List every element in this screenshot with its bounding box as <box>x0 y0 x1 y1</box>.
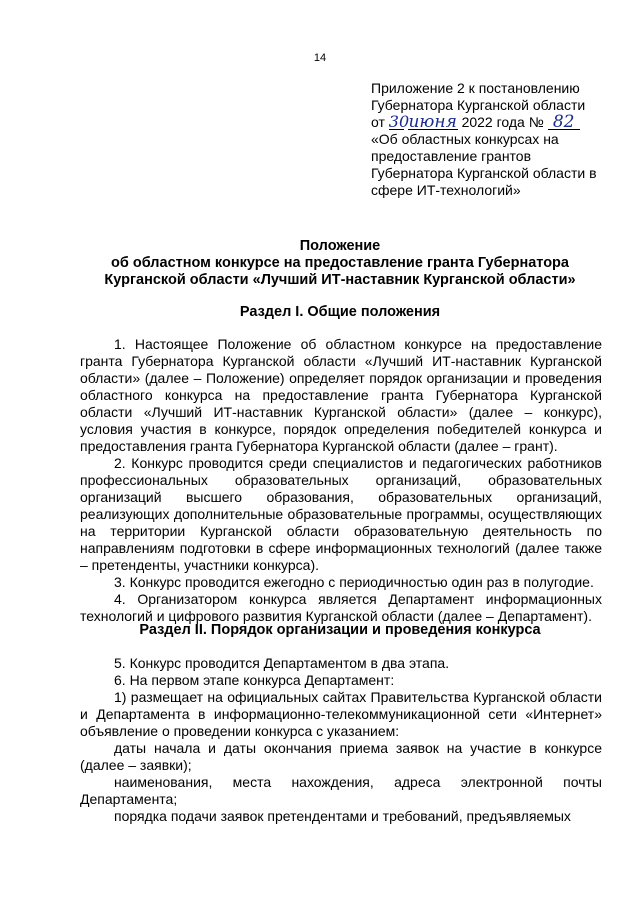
date-year: 2022 года № <box>461 114 544 130</box>
title-line: Положение <box>299 238 381 254</box>
date-prefix: от <box>371 114 385 130</box>
appendix-date-line <box>371 114 617 131</box>
paragraph: 5. Конкурс проводится Департаментом в два этапа. <box>114 655 450 671</box>
paragraph: 4. Организатором конкурса является Департамент информационных технологий и цифрового развития Курганской области (далее – Департамент). <box>80 591 602 624</box>
paragraph: даты начала и даты окончания приема заявок на участие в конкурсе (далее – заявки); <box>80 740 602 773</box>
paragraph: 6. На первом этапе конкурса Департамент: <box>114 672 395 688</box>
handwritten-day: 30 <box>388 112 410 131</box>
paragraph: 1) размещает на официальных сайтах Правительства Курганской области и Департамента в информационно-телекоммуникационной сети «Интернет» объявление о проведении конкурса с указанием: <box>80 689 602 739</box>
page-number: 14 <box>313 52 327 64</box>
appendix-line: сфере ИТ-технологий» <box>371 182 521 198</box>
paragraph: 1. Настоящее Положение об областном конкурсе на предоставление гранта Губернатора Курганской области «Лучший ИТ-наставник Курганской области» (далее – Положение) определяет порядок организации и проведения областного конкурса на предоставление гранта Губернатора Курганской области «Лучший ИТ-наставник Курганской области» (далее – конкурс), условия участия в конкурсе, порядок определения победителей конкурса и предоставления гранта Губернатора Курганской области (далее – грант). <box>80 336 602 454</box>
title-line: Курганской области «Лучший ИТ-наставник Курганской области» <box>104 272 576 288</box>
section-body <box>80 655 602 825</box>
document-title <box>80 238 600 289</box>
paragraph: наименования, места нахождения, адреса электронной почты Департамента; <box>80 774 602 807</box>
handwritten-month: июня <box>408 112 457 132</box>
appendix-line: предоставление грантов <box>371 148 532 164</box>
appendix-line: Губернатора Курганской области в <box>371 165 597 181</box>
paragraph: 2. Конкурс проводится среди специалистов и педагогических работников профессиональных образовательных организаций, образовательных организаций высшего образования, образовательных организаций, реализующих дополнительные образовательные программы, осуществляющих на территории Курганской области образовательную деятельность по направлениям подготовки в сфере информационных технологий (далее также – претенденты, участники конкурса). <box>80 455 602 573</box>
appendix-line: «Об областных конкурсах на <box>371 131 559 147</box>
appendix-line: Приложение 2 к постановлению <box>371 80 580 96</box>
paragraph: 3. Конкурс проводится ежегодно с периодичностью один раз в полугодие. <box>114 574 594 590</box>
handwritten-doc-number: 82 <box>548 115 580 130</box>
paragraph: порядка подачи заявок претендентами и требований, предъявляемых <box>114 808 571 824</box>
section-body <box>80 336 602 625</box>
title-line: об областном конкурсе на предоставление гранта Губернатора <box>111 255 569 271</box>
section-heading: Раздел I. Общие положения <box>239 304 441 320</box>
appendix-block <box>371 80 617 199</box>
appendix-line: Губернатора Курганской области <box>371 97 586 113</box>
section-heading: Раздел II. Порядок организации и проведения конкурса <box>139 622 541 638</box>
